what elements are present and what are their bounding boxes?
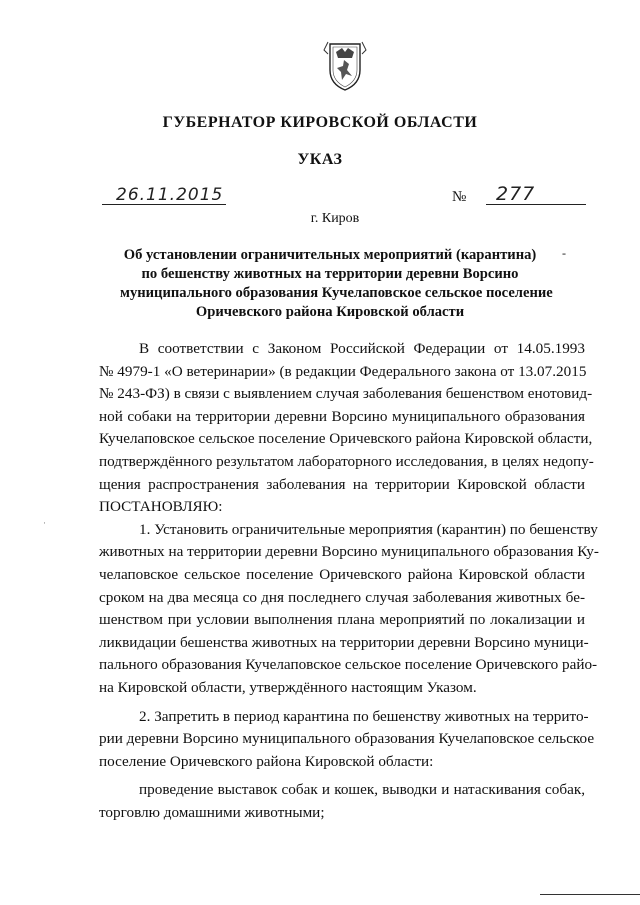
document-number: 277 (496, 183, 536, 205)
body-line: торговлю домашними животными; (99, 803, 325, 821)
issue-city: г. Киров (310, 211, 360, 226)
body-line: пального образования Кучелаповское сельское поселение Оричевского райо- (99, 656, 598, 674)
body-line: рии деревни Ворсино муниципального образования Кучелаповское сельское (99, 730, 595, 748)
subject-line: Об установлении ограничительных мероприятий (карантина) (123, 247, 537, 263)
body-line: подтверждённого результатом лабораторного исследования, в целях недопу- (99, 452, 594, 470)
document-body (99, 338, 599, 824)
date-underline (102, 204, 226, 205)
body-line: 2. Запретить в период карантина по бешенству животных на террито- (139, 707, 589, 725)
subject-line: муниципального образования Кучелаповское сельское поселение (120, 285, 553, 301)
document-type: УКАЗ (297, 151, 343, 168)
body-line: ликвидации бешенства животных на территории деревни Ворсино муници- (99, 633, 589, 651)
subject-line: Оричевского района Кировской области (195, 304, 465, 320)
number-sign: № (452, 189, 467, 205)
body-line: Кучелаповское сельское поселение Оричевского района Кировской области, (99, 430, 593, 448)
body-line: челаповское сельское поселение Оричевского района Кировской области (99, 565, 585, 583)
body-line: щения распространения заболевания на территории Кировской области (99, 475, 585, 493)
body-line: на Кировской области, утверждённого настоящим Указом. (99, 678, 477, 696)
number-underline (486, 204, 586, 205)
document-subject (120, 246, 553, 322)
body-line: В соответствии с Законом Российской Федерации от 14.05.1993 (139, 340, 585, 357)
body-line: ПОСТАНОВЛЯЮ: (99, 498, 223, 516)
body-line: шенством при условии выполнения плана мероприятий по локализации и (99, 611, 585, 629)
body-line: 1. Установить ограничительные мероприятия (карантин) по бешенству (139, 520, 598, 538)
body-line: сроком на два месяца со дня последнего случая заболевания животных бе- (99, 588, 585, 606)
kirov-oblast-coat-of-arms-icon (322, 40, 368, 92)
margin-mark: · (43, 518, 46, 528)
body-line: поселение Оричевского района Кировской области: (99, 752, 434, 770)
document-date: 26.11.2015 (116, 185, 224, 205)
body-line: ной собаки на территории деревни Ворсино муниципального образования (99, 407, 585, 425)
body-line: № 243-ФЗ) в связи с выявлением случая заболевания бешенством енотовид- (99, 385, 593, 403)
issuing-authority: ГУБЕРНАТОР КИРОВСКОЙ ОБЛАСТИ (162, 114, 478, 131)
subject-line: по бешенству животных на территории деревни Ворсино (141, 266, 519, 282)
footer-rule (540, 894, 640, 895)
body-line: проведение выставок собак и кошек, выводки и натаскивания собак, (139, 781, 585, 799)
body-line: № 4979-1 «О ветеринарии» (в редакции Федерального закона от 13.07.2015 (99, 362, 587, 380)
stray-mark: - (562, 246, 566, 260)
body-line: животных на территории деревни Ворсино муниципального образования Ку- (99, 543, 599, 561)
